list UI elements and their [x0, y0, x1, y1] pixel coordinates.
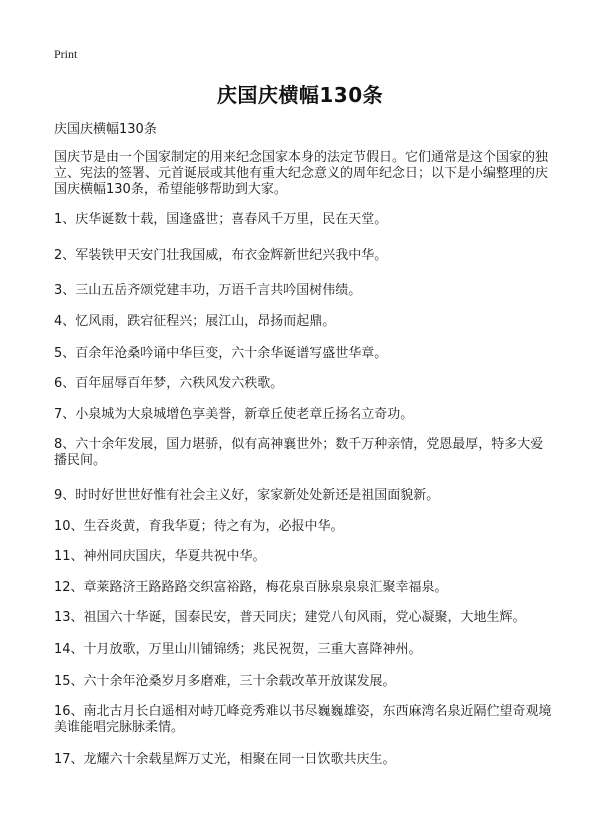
list-item: 12、章莱路济王路路路交织富裕路，梅花泉百脉泉泉泉汇聚幸福泉。 [54, 580, 448, 595]
list-item: 15、六十余年沧桑岁月多磨难，三十余载改革开放谋发展。 [54, 674, 396, 689]
list-item: 17、龙耀六十余载星辉万丈光，相聚在同一日饮歌共庆生。 [54, 752, 396, 767]
intro-paragraph: 国庆节是由一个国家制定的用来纪念国家本身的法定节假日。它们通常是这个国家的独立、宪法的签署、元首诞辰或其他有重大纪念意义的周年纪念日；以下是小编整理的庆国庆横幅130条，希望能够帮助到大家。 [54, 150, 549, 197]
list-item: 7、小泉城为大泉城增色享美誉，新章丘使老章丘扬名立奇功。 [54, 407, 414, 422]
list-item: 9、时时好世世好惟有社会主义好，家家新处处新还是祖国面貌新。 [54, 488, 440, 503]
list-item: 8、六十余年发展，国力堪骄，似有高神襄世外；数千万种亲情，党恩最厚，特多大爱播民间。 [54, 437, 544, 468]
list-item: 6、百年屈辱百年梦，六秩风发六秩歌。 [54, 376, 284, 391]
document-subtitle: 庆国庆横幅130条 [54, 122, 157, 137]
list-item: 16、南北古月长白遥相对峙兀峰竞秀难以书尽巍巍雄姿，东西麻湾名泉近隔伫望奇观境美谁能唱完脉脉柔情。 [54, 704, 552, 735]
list-item: 4、忆风雨，跌宕征程兴；展江山，昂扬而起鼎。 [54, 314, 336, 329]
page-title: 庆国庆横幅130条 [216, 83, 384, 107]
list-item: 2、军装铁甲天安门壮我国威，布衣金辉新世纪兴我中华。 [54, 248, 388, 263]
list-item: 11、神州同庆国庆，华夏共祝中华。 [54, 549, 266, 564]
list-item: 10、生吞炎黄，育我华夏；待之有为，必报中华。 [54, 519, 344, 534]
list-item: 3、三山五岳齐颂党建丰功，万语千言共吟国树伟绩。 [54, 283, 362, 298]
list-item: 5、百余年沧桑吟诵中华巨变，六十余华诞谱写盛世华章。 [54, 346, 388, 361]
list-item: 13、祖国六十华诞，国泰民安，普天同庆；建党八旬风雨，党心凝聚，大地生辉。 [54, 610, 526, 625]
print-link[interactable]: Print [54, 47, 78, 61]
list-item: 1、庆华诞数十载，国逢盛世；喜春风千万里，民在天堂。 [54, 212, 388, 227]
list-item: 14、十月放歌，万里山川铺锦绣；兆民祝贺，三重大喜降神州。 [54, 642, 422, 657]
